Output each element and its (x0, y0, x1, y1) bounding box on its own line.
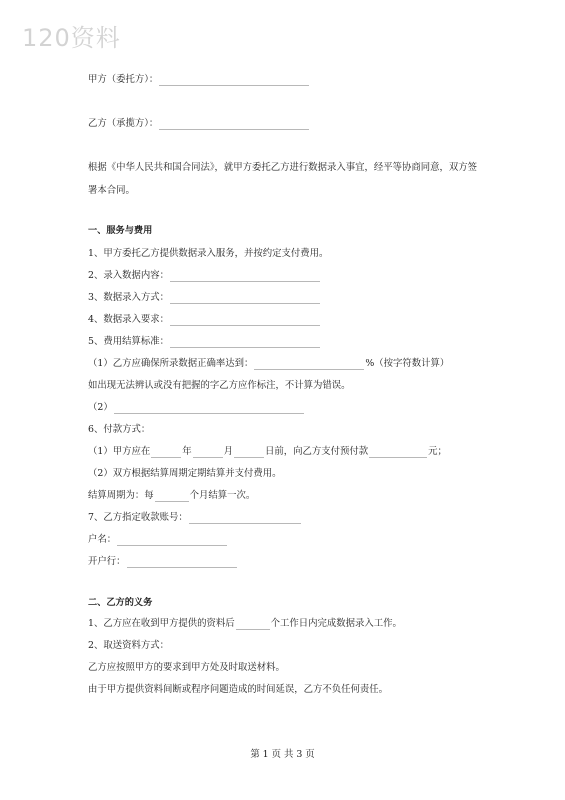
account-blank (189, 513, 301, 524)
s1-item6: 6、付款方式： (88, 424, 151, 435)
prepayment-label: 日前，向乙方支付预付款 (265, 446, 369, 457)
workdays-blank (236, 619, 270, 630)
account-name-line (88, 534, 228, 546)
s1-item3-line (88, 292, 321, 304)
s2-item1-suffix: 个工作日内完成数据录入工作。 (270, 618, 402, 629)
s1-item4-label: 4、数据录入要求： (88, 314, 169, 325)
party-a-label: 甲方（委托方）： (88, 74, 159, 85)
s1-item2-label: 2、录入数据内容： (88, 270, 169, 281)
sub2-label: （2） (88, 402, 113, 413)
s1-item5-line (88, 336, 321, 348)
account-name-label: 户名： (88, 534, 117, 545)
payment-prefix: （1）甲方应在 (88, 446, 151, 457)
account-name-blank (117, 535, 227, 546)
sub2-line (88, 402, 305, 414)
account-line (88, 512, 302, 524)
s2-item1-line (88, 618, 402, 630)
section2-title: 二、乙方的义务 (88, 597, 153, 608)
s2-line4: 由于甲方提供资料间断或程序问题造成的时间延误，乙方不负任何责任。 (88, 684, 389, 695)
accuracy-blank (254, 359, 364, 370)
month-blank (193, 447, 223, 458)
s2-item2: 2、取送资料方式： (88, 640, 169, 651)
party-a-blank (159, 75, 309, 86)
prepayment-unit: 元； (428, 446, 447, 457)
cycle-line (88, 490, 255, 502)
watermark-logo: 120资料 (22, 24, 121, 52)
account-label: 7、乙方指定收款账号： (88, 512, 188, 523)
cycle-suffix: 个月结算一次。 (189, 490, 256, 501)
bank-label: 开户行： (88, 556, 126, 567)
year-label: 年 (182, 446, 192, 457)
payment-item2: （2）双方根据结算周期定期结算并支付费用。 (88, 468, 282, 479)
day-blank (234, 447, 264, 458)
payment-line (88, 446, 447, 458)
s1-item2-line (88, 270, 321, 282)
bank-blank (127, 557, 237, 568)
section1-title: 一、服务与费用 (88, 225, 153, 236)
s1-item4-line (88, 314, 321, 326)
accuracy-note: 如出现无法辨认或没有把握的字乙方应作标注，不计算为错误。 (88, 380, 351, 391)
page-footer: 第 1 页 共 3 页 (250, 749, 315, 760)
cycle-prefix: 结算周期为：每 (88, 490, 154, 501)
accuracy-suffix: %（按字符数计算） (365, 358, 450, 369)
party-b-blank (159, 119, 309, 130)
s1-item1: 1、甲方委托乙方提供数据录入服务，并按约定支付费用。 (88, 248, 329, 259)
fee-standard-blank (170, 337, 320, 348)
s2-item1-prefix: 1、乙方应在收到甲方提供的资料后 (88, 618, 235, 629)
prepayment-blank (369, 447, 427, 458)
data-content-blank (170, 271, 320, 282)
bank-line (88, 556, 238, 568)
sub2-blank (114, 403, 304, 414)
cycle-blank (155, 491, 189, 502)
entry-method-blank (170, 293, 320, 304)
accuracy-label: （1）乙方应确保所录数据正确率达到： (88, 358, 254, 369)
year-blank (151, 447, 181, 458)
s2-line3: 乙方应按照甲方的要求到甲方处及时取送材料。 (88, 662, 285, 673)
entry-requirement-blank (170, 315, 320, 326)
month-label: 月 (223, 446, 233, 457)
party-b-line (88, 118, 310, 130)
s1-item5-label: 5、费用结算标准： (88, 336, 169, 347)
party-a-line (88, 74, 310, 86)
intro-paragraph: 根据《中华人民共和国合同法》，就甲方委托乙方进行数据录入事宜，经平等协商同意，双方签署本合同。 (88, 162, 478, 196)
accuracy-line (88, 358, 449, 370)
party-b-label: 乙方（承揽方）： (88, 118, 159, 129)
s1-item3-label: 3、数据录入方式： (88, 292, 169, 303)
